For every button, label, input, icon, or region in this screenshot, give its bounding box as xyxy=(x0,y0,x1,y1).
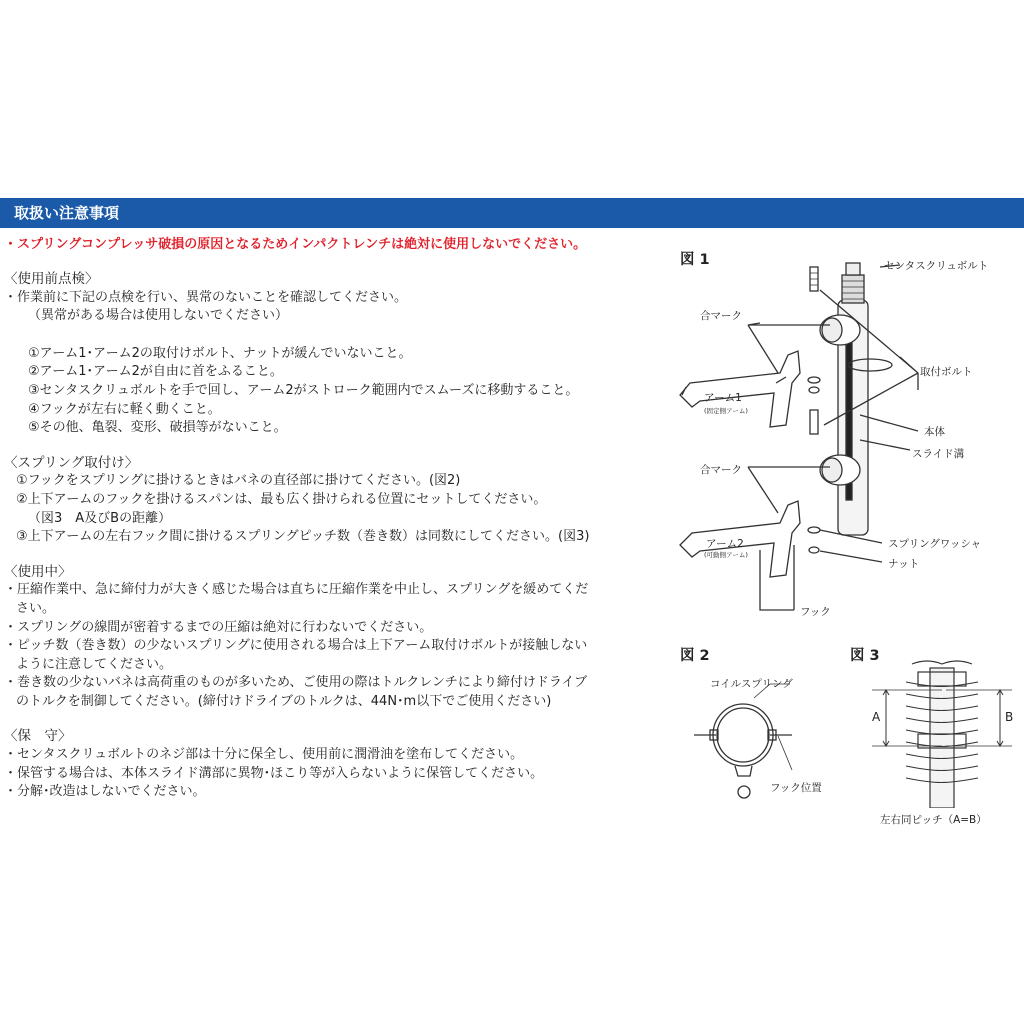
in-use-item: ・圧縮作業中、急に締付力が大きく感じた場合は直ちに圧縮作業を中止し、スプリングを緩めてくだ xyxy=(4,582,589,598)
pre-check-item: ③センタスクリュボルトを手で回し、アーム2がストローク範囲内でスムーズに移動すること。 xyxy=(28,382,579,398)
label-match-mark-1: 合マーク xyxy=(700,310,742,322)
in-use-item: のトルクを制御してください。(締付けドライブのトルクは、44N･m以下でご使用ください) xyxy=(16,693,552,709)
label-spring-washer: スプリングワッシャ xyxy=(888,538,982,550)
fig3-title: 図 3 xyxy=(850,648,880,664)
section-header: 取扱い注意事項 xyxy=(0,198,1024,228)
spring-mount-item: ③上下アームの左右フック間に掛けるスプリングピッチ数（巻き数）は同数にしてください。(図3) xyxy=(16,529,590,545)
fig2-title: 図 2 xyxy=(680,648,710,664)
pre-check-item: ⑤その他、亀裂、変形、破損等がないこと。 xyxy=(28,420,287,436)
maintenance-item: ・センタスクリュボルトのネジ部は十分に保全し、使用前に潤滑油を塗布してください。 xyxy=(4,747,524,763)
pre-check-note: （異常がある場合は使用しないでください） xyxy=(28,308,289,324)
label-hook: フック xyxy=(800,606,831,618)
in-use-item: ように注意してください。 xyxy=(16,656,173,672)
label-body: 本体 xyxy=(924,426,945,438)
in-use-item: ・ピッチ数（巻き数）の少ないスプリングに使用される場合は上下アーム取付けボルトが接触しない xyxy=(4,638,588,654)
fig1-title: 図 1 xyxy=(680,252,710,268)
pre-check-item: ①アーム1･アーム2の取付けボルト、ナットが緩んでいないこと。 xyxy=(28,345,412,361)
label-match-mark-2: 合マーク xyxy=(700,464,742,476)
label-coil-spring: コイルスプリング xyxy=(710,678,793,690)
fig3-caption: 左右同ピッチ（A=B） xyxy=(880,814,987,826)
spring-mount-item: ①フックをスプリングに掛けるときはバネの直径部に掛けてください。(図2) xyxy=(16,473,461,489)
maintenance-title: 〈保 守〉 xyxy=(4,728,72,745)
label-b: B xyxy=(1005,710,1014,724)
spring-mount-item: （図3 A及びBの距離） xyxy=(28,510,172,526)
pre-check-item: ②アーム1･アーム2が自由に首をふること。 xyxy=(28,364,283,380)
fig3-drawing xyxy=(868,658,1024,808)
maintenance-item: ・保管する場合は、本体スライド溝部に異物･ほこり等が入らないように保管してください。 xyxy=(4,765,544,781)
maintenance-item: ・分解･改造はしないでください。 xyxy=(4,784,206,800)
in-use-item: さい。 xyxy=(16,600,56,616)
label-slide-groove: スライド溝 xyxy=(912,448,965,460)
label-center-bolt: センタスクリュボルト xyxy=(884,260,989,272)
label-arm2-note: (可動側アーム) xyxy=(704,551,748,559)
in-use-item: ・スプリングの線間が密着するまでの圧縮は絶対に行わないでください。 xyxy=(4,619,433,635)
label-arm1-note: (固定側アーム) xyxy=(704,407,748,415)
pre-check-title: 〈使用前点検〉 xyxy=(4,271,99,287)
label-hook-position: フック位置 xyxy=(770,782,822,794)
in-use-item: ・巻き数の少ないバネは高荷重のものが多いため、ご使用の際はトルクレンチにより締付けドライブ xyxy=(4,675,588,691)
label-a: A xyxy=(872,710,881,724)
label-arm1: アーム1 xyxy=(704,392,742,404)
label-arm2: アーム2 xyxy=(706,538,744,550)
in-use-title: 〈使用中〉 xyxy=(4,563,72,580)
pre-check-intro: ・作業前に下記の点検を行い、異常のないことを確認してください。 xyxy=(4,289,408,305)
spring-mount-item: ②上下アームのフックを掛けるスパンは、最も広く掛けられる位置にセットしてください。 xyxy=(16,491,547,507)
instructions xyxy=(4,270,654,802)
label-nut: ナット xyxy=(888,558,920,570)
label-mount-bolt: 取付ボルト xyxy=(920,366,973,378)
spring-mount-title: 〈スプリング取付け〉 xyxy=(4,454,139,471)
impact-wrench-warning: ・スプリングコンプレッサ破損の原因となるためインパクトレンチは絶対に使用しないでください。 xyxy=(4,237,587,252)
pre-check-item: ④フックが左右に軽く動くこと。 xyxy=(28,401,221,417)
